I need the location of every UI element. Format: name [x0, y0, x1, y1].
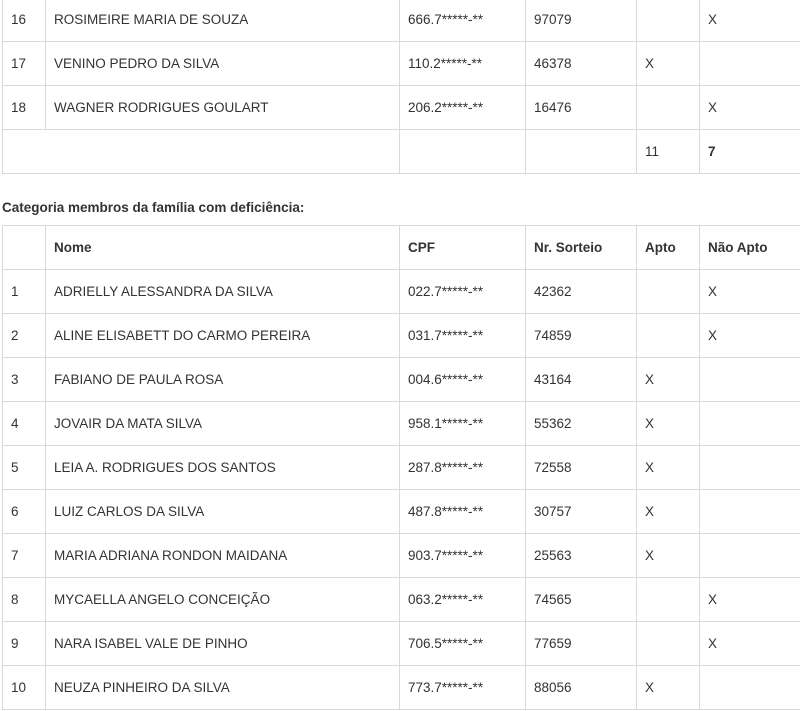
cell-num: 7 [3, 534, 46, 578]
cell-nao-apto [700, 446, 800, 490]
totals-empty-sorteio [526, 130, 637, 174]
cell-nao-apto [700, 402, 800, 446]
total-apto: 11 [637, 130, 700, 174]
header-sorteio: Nr. Sorteio [526, 226, 637, 270]
cell-apto [637, 314, 700, 358]
cell-cpf: 706.5*****-** [400, 622, 526, 666]
cell-cpf: 206.2*****-** [400, 86, 526, 130]
table-row [3, 622, 800, 666]
cell-sorteio: 74565 [526, 578, 637, 622]
cell-nome: ALINE ELISABETT DO CARMO PEREIRA [46, 314, 400, 358]
cell-cpf: 031.7*****-** [400, 314, 526, 358]
cell-apto: X [637, 446, 700, 490]
table-row [3, 358, 800, 402]
cell-sorteio: 55362 [526, 402, 637, 446]
cell-nome: MARIA ADRIANA RONDON MAIDANA [46, 534, 400, 578]
table-row [3, 534, 800, 578]
header-row [3, 226, 800, 270]
cell-apto [637, 622, 700, 666]
header-num [3, 226, 46, 270]
cell-cpf: 958.1*****-** [400, 402, 526, 446]
cell-apto: X [637, 534, 700, 578]
table-row [3, 666, 800, 710]
cell-apto: X [637, 490, 700, 534]
cell-nao-apto [700, 666, 800, 710]
cell-nao-apto: X [700, 314, 800, 358]
cell-apto: X [637, 42, 700, 86]
cell-sorteio: 30757 [526, 490, 637, 534]
cell-apto [637, 0, 700, 42]
cell-sorteio: 97079 [526, 0, 637, 42]
cell-cpf: 773.7*****-** [400, 666, 526, 710]
header-cpf: CPF [400, 226, 526, 270]
cell-num: 17 [3, 42, 46, 86]
cell-nome: JOVAIR DA MATA SILVA [46, 402, 400, 446]
cell-nao-apto: X [700, 270, 800, 314]
cell-nome: NARA ISABEL VALE DE PINHO [46, 622, 400, 666]
cell-apto: X [637, 402, 700, 446]
table-row [3, 402, 800, 446]
header-apto: Apto [637, 226, 700, 270]
cell-nome: ADRIELLY ALESSANDRA DA SILVA [46, 270, 400, 314]
table-row [3, 490, 800, 534]
cell-sorteio: 74859 [526, 314, 637, 358]
totals-row [3, 130, 800, 174]
cell-num: 18 [3, 86, 46, 130]
disability-category-table [2, 225, 800, 710]
cell-num: 4 [3, 402, 46, 446]
cell-cpf: 063.2*****-** [400, 578, 526, 622]
cell-num: 3 [3, 358, 46, 402]
cell-sorteio: 72558 [526, 446, 637, 490]
totals-spacer [3, 130, 400, 174]
cell-cpf: 022.7*****-** [400, 270, 526, 314]
cell-apto [637, 270, 700, 314]
table-header [3, 226, 800, 270]
cell-nome: ROSIMEIRE MARIA DE SOUZA [46, 0, 400, 42]
cell-nao-apto [700, 490, 800, 534]
section-heading: Categoria membros da família com deficiência: [2, 200, 305, 215]
cell-num: 5 [3, 446, 46, 490]
cell-nome: FABIANO DE PAULA ROSA [46, 358, 400, 402]
cell-num: 1 [3, 270, 46, 314]
table-row [3, 314, 800, 358]
cell-nao-apto [700, 358, 800, 402]
cell-apto [637, 86, 700, 130]
cell-nao-apto: X [700, 86, 800, 130]
cell-nao-apto: X [700, 578, 800, 622]
table-row [3, 42, 800, 86]
cell-cpf: 004.6*****-** [400, 358, 526, 402]
cell-nao-apto [700, 534, 800, 578]
previous-category-table-body [3, 0, 800, 174]
cell-num: 6 [3, 490, 46, 534]
table-row [3, 270, 800, 314]
cell-sorteio: 88056 [526, 666, 637, 710]
cell-sorteio: 25563 [526, 534, 637, 578]
cell-cpf: 287.8*****-** [400, 446, 526, 490]
cell-num: 9 [3, 622, 46, 666]
cell-nao-apto: X [700, 622, 800, 666]
cell-apto [637, 578, 700, 622]
cell-nome: LEIA A. RODRIGUES DOS SANTOS [46, 446, 400, 490]
table-row [3, 578, 800, 622]
table-row [3, 446, 800, 490]
cell-cpf: 666.7*****-** [400, 0, 526, 42]
cell-sorteio: 46378 [526, 42, 637, 86]
cell-apto: X [637, 666, 700, 710]
table-row [3, 0, 800, 42]
cell-nome: VENINO PEDRO DA SILVA [46, 42, 400, 86]
cell-cpf: 487.8*****-** [400, 490, 526, 534]
previous-category-table [2, 0, 800, 174]
cell-nome: NEUZA PINHEIRO DA SILVA [46, 666, 400, 710]
total-nao-apto: 7 [700, 130, 800, 174]
cell-nome: LUIZ CARLOS DA SILVA [46, 490, 400, 534]
cell-nao-apto [700, 42, 800, 86]
header-nome: Nome [46, 226, 400, 270]
table-row [3, 86, 800, 130]
cell-num: 8 [3, 578, 46, 622]
disability-category-table-body [3, 270, 800, 710]
cell-nome: WAGNER RODRIGUES GOULART [46, 86, 400, 130]
cell-cpf: 110.2*****-** [400, 42, 526, 86]
cell-num: 2 [3, 314, 46, 358]
cell-nao-apto: X [700, 0, 800, 42]
cell-num: 16 [3, 0, 46, 42]
cell-sorteio: 77659 [526, 622, 637, 666]
cell-nome: MYCAELLA ANGELO CONCEIÇÃO [46, 578, 400, 622]
cell-num: 10 [3, 666, 46, 710]
totals-empty-cpf [400, 130, 526, 174]
cell-cpf: 903.7*****-** [400, 534, 526, 578]
cell-apto: X [637, 358, 700, 402]
header-nao-apto: Não Apto [700, 226, 800, 270]
cell-sorteio: 43164 [526, 358, 637, 402]
cell-sorteio: 42362 [526, 270, 637, 314]
cell-sorteio: 16476 [526, 86, 637, 130]
